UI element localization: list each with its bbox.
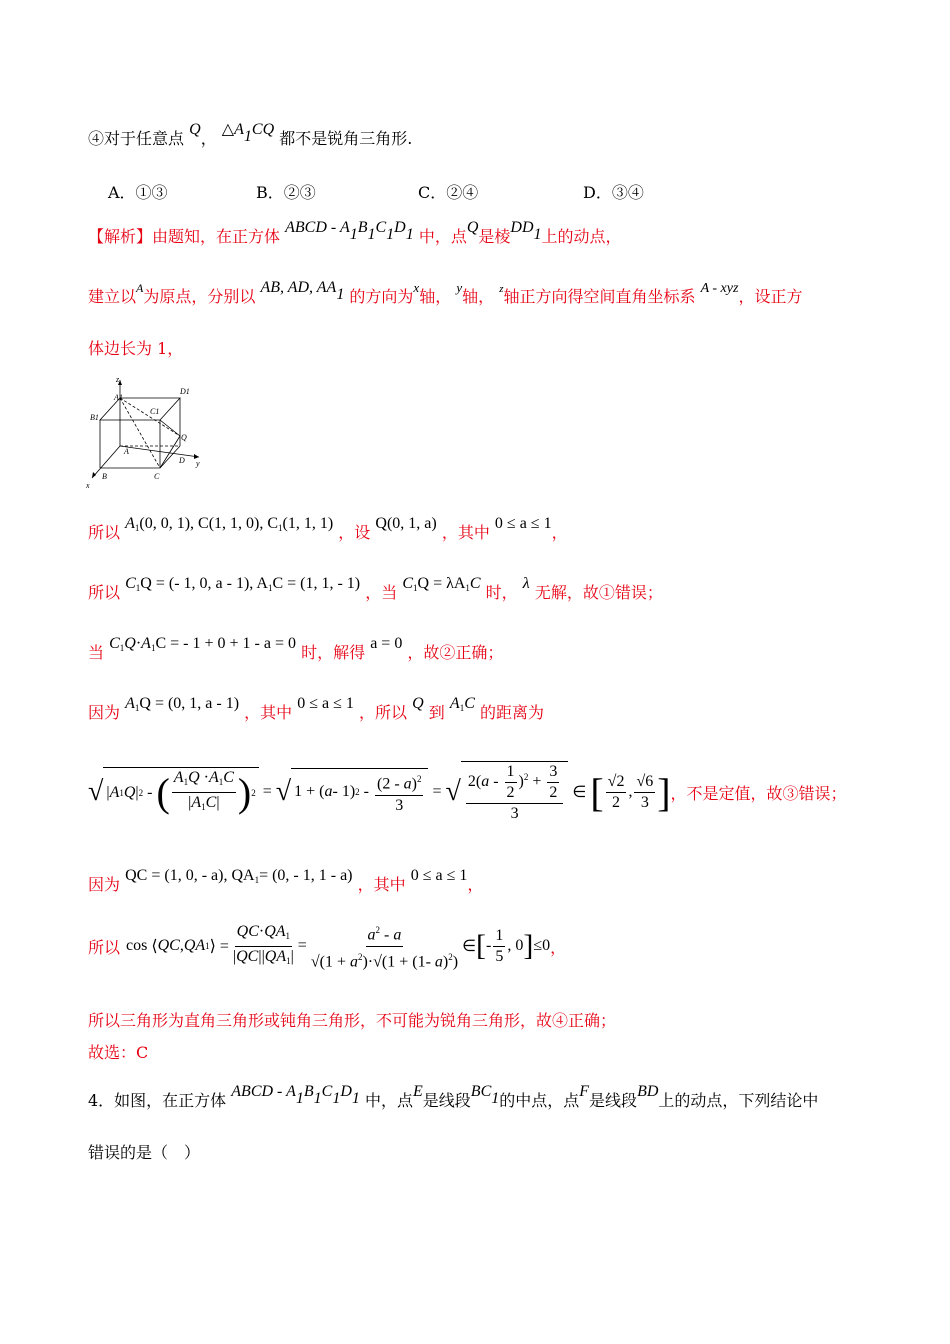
option-b: B．②③ bbox=[256, 183, 316, 202]
question-4-line-1: 4．如图，在正方体 ABCD - $A_1B_1C_1D_1$ 中，点E是线段$BC_1$的中点，点F是线段BD上的动点，下列结论中 bbox=[88, 1083, 819, 1110]
fig-label: A1 bbox=[114, 393, 123, 402]
fig-label: B bbox=[102, 472, 107, 481]
fig-label: C bbox=[154, 472, 160, 481]
cube-figure bbox=[84, 374, 214, 490]
solution-line-2: 建立以$^A$为原点，分别以 AB, AD, $AA_1$ 的方向为$^x$轴， $^y$轴， $^z$轴正方向得空间直角坐标系 A - xyz，设正方 bbox=[88, 279, 803, 306]
fig-label: y bbox=[196, 459, 200, 468]
item-4-statement: ④对于任意点 Q， $\triangle A_1CQ$ 都不是锐角三角形. bbox=[88, 121, 413, 148]
option-a: A．①③ bbox=[108, 183, 168, 202]
solution-line-6: 当 $C_1Q\cdot A_1C$ = - 1 + 0 + 1 - a = 0 时，解得 a = 0 ，故②正确； bbox=[88, 635, 504, 662]
solution-line-5: 所以 $C_1Q$ = (- 1, 0, a - 1), $A_1C = (1$, 1, - 1) ，当 $C_1Q = \lambda A_1C$ 时， λ 无解，故①错误； bbox=[88, 575, 663, 602]
math-Q: Q bbox=[189, 121, 201, 138]
solution-answer: 故选：C bbox=[88, 1043, 149, 1062]
fig-label: D1 bbox=[180, 387, 190, 396]
solution-line-11: 所以三角形为直角三角形或钝角三角形，不可能为锐角三角形，故④正确； bbox=[88, 1011, 617, 1030]
solution-tag: 【解析】 bbox=[88, 227, 153, 246]
fig-label: z bbox=[116, 375, 120, 384]
option-c: C．②④ bbox=[418, 183, 479, 202]
y-axis bbox=[120, 446, 199, 457]
solution-line-9: 因为 QC = (1, 0, - a), $QA_1= (0$, - 1, 1 - a) ，其中 0 ≤ a ≤ 1， bbox=[88, 867, 484, 894]
distance-formula: √ | A 1 Q | 2 - ( $\frac{A_1Q \cdot A_1C}{|A_1C|}$ ) 2 = √ 1 + ( a - 1) 2 - $\frac{(2 - a)^2}{3}$ = √ 2(a - $\frac{1}{2}$ )$^2$ + $\frac{3}{2}$ 3 ∈ [ $\frac{√2}{2}$ , $\frac{√6}{3}$ ] ，不是定值，故③错误； bbox=[88, 762, 847, 822]
solution-line-1: 【解析】由题知，在正方体 ABCD - $A_1B_1C_1D_1$ 中，点Q是棱$DD_1$上的动点， bbox=[88, 219, 622, 246]
question-4-line-2: 错误的是（ ） bbox=[88, 1143, 201, 1162]
fig-label: C1 bbox=[150, 407, 160, 416]
solution-line-7: 因为 $A_1Q = (0$, 1, a - 1) ，其中 0 ≤ a ≤ 1 ，所以 Q 到 $A_1C$ 的距离为 bbox=[88, 695, 544, 722]
fig-label: Q bbox=[181, 433, 187, 442]
fig-label: A bbox=[124, 447, 129, 456]
fig-label: B1 bbox=[90, 413, 99, 422]
fig-label: x bbox=[86, 481, 90, 490]
option-d: D．③④ bbox=[583, 183, 644, 202]
solution-line-4: 所以 $A_1(0$, 0, 1), C(1, 1, 0), $C_1(1$, 1, 1) ，设 Q(0, 1, a) ，其中 0 ≤ a ≤ 1， bbox=[88, 515, 568, 542]
fig-label: D bbox=[179, 456, 185, 465]
cos-formula: 所以 cos ⟨ QC , QA 1 ⟩ = $\frac{QC\cdot QA_1}{|QC||QA_1|}$ = $\frac{a^2 - a}{√(1 + a^2)\cdot√(1 + (1- a)^2)}$ ∈ [ - $\frac{1}{5}$ , 0 ] ≤0 ， bbox=[88, 918, 566, 974]
solution-line-3: 体边长为 1， bbox=[88, 339, 184, 358]
